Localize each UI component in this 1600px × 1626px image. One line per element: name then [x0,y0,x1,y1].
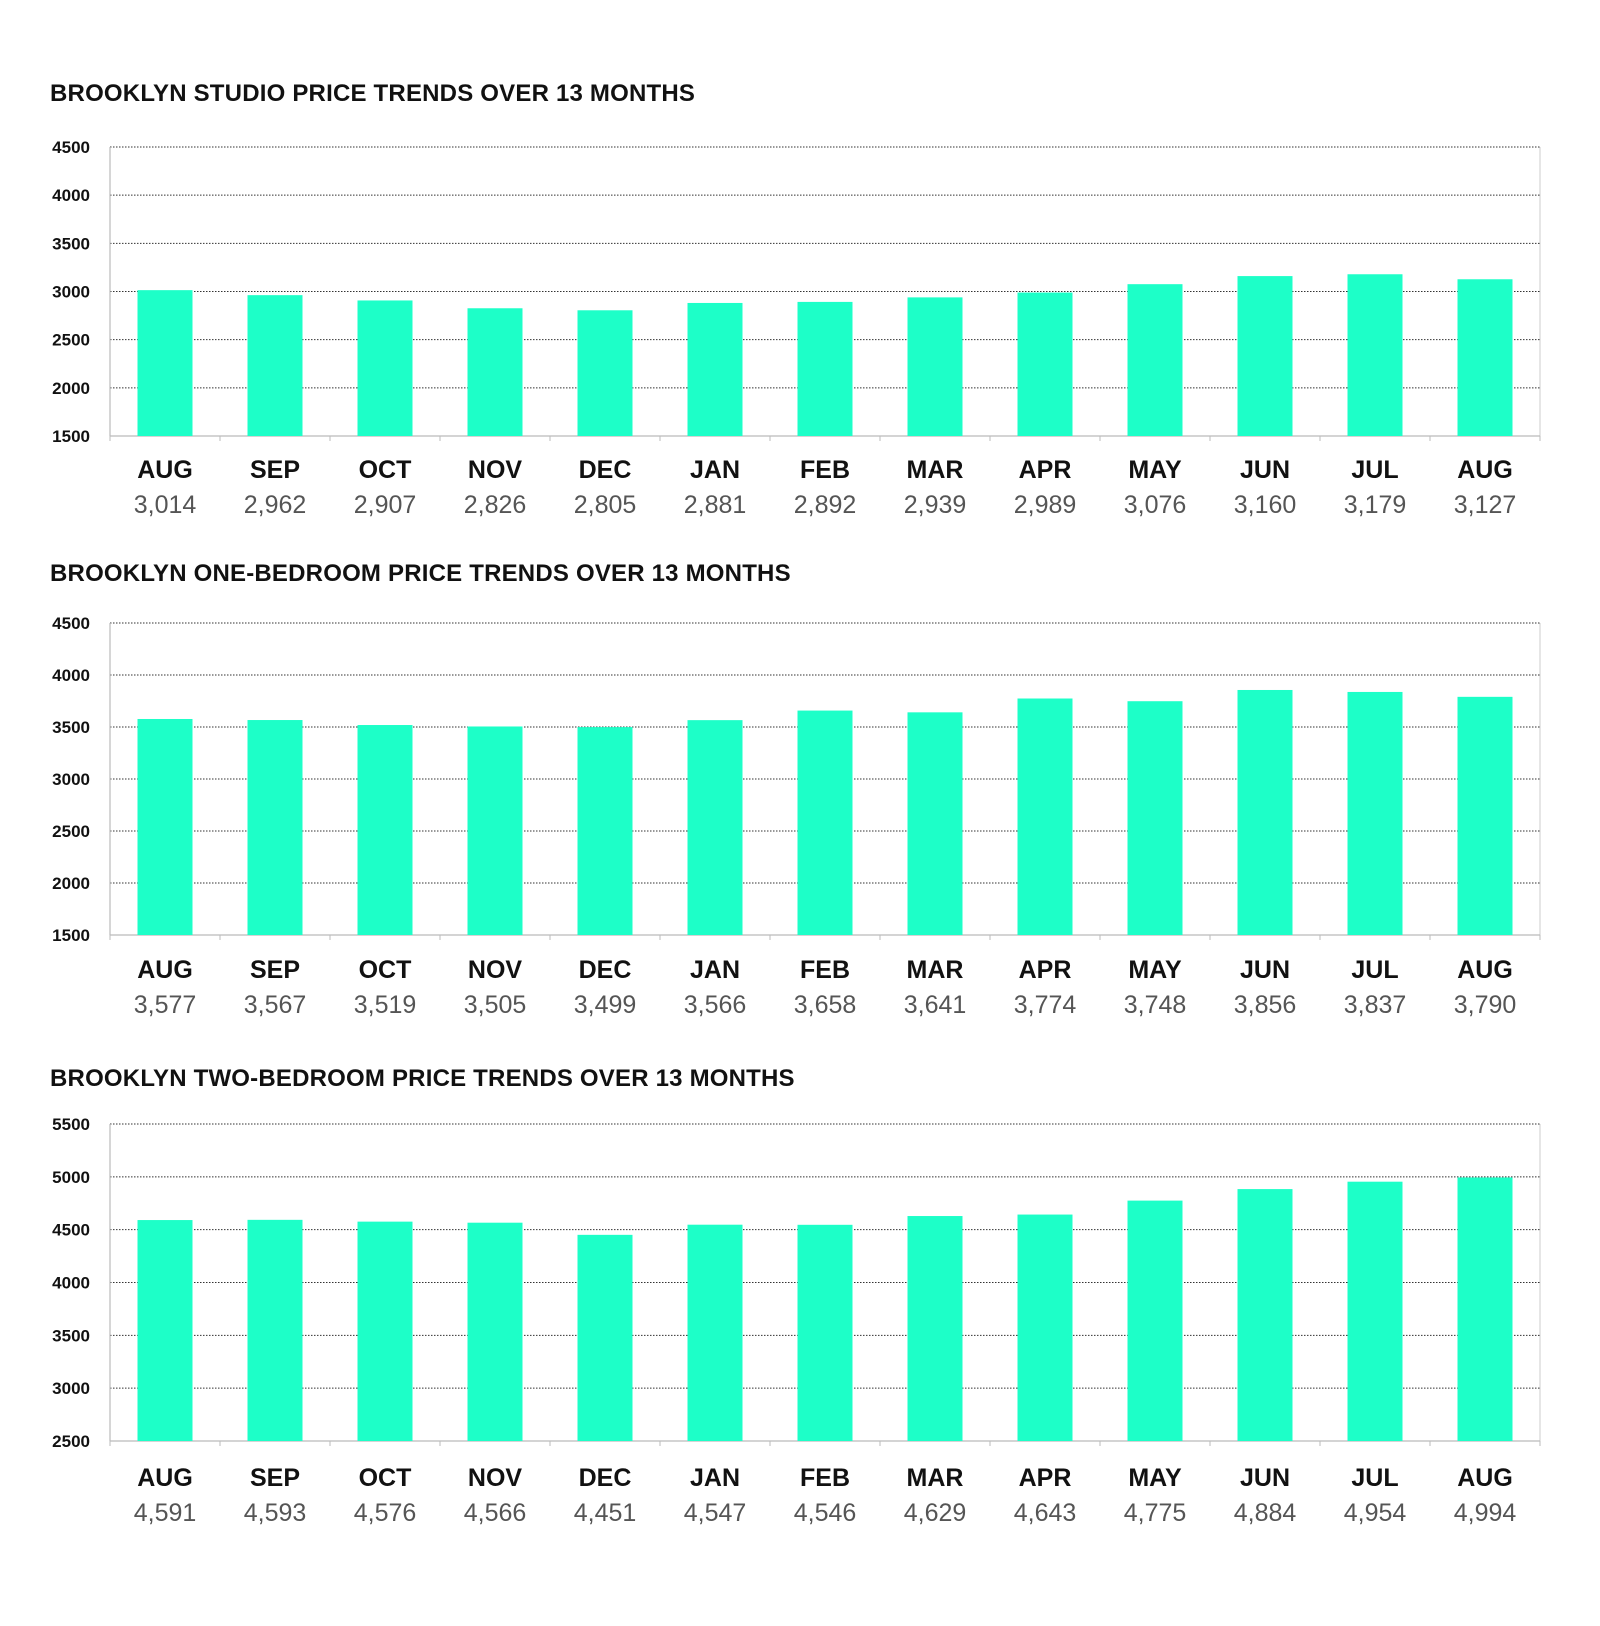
bar-jan [688,720,743,935]
value-label: 4,547 [683,1499,747,1527]
value-label: 4,629 [903,1499,967,1527]
y-tick-label: 4000 [52,1273,90,1293]
x-category-label: MAR [906,956,964,984]
x-category-label: AUG [137,956,193,984]
value-label: 2,881 [683,491,747,519]
x-category-label: AUG [1457,1464,1513,1492]
studio-price-chart [0,0,1600,530]
x-category-label: JAN [689,456,741,484]
bar-apr [1018,1215,1073,1441]
x-category-label: JUL [1351,456,1399,484]
bar-mar [908,712,963,935]
bar-mar [908,1216,963,1441]
value-label: 2,826 [463,491,527,519]
value-label: 4,591 [133,1499,197,1527]
x-category-label: APR [1018,456,1072,484]
x-category-label: AUG [137,456,193,484]
bar-feb [798,1225,853,1441]
value-label: 2,989 [1013,491,1077,519]
bar-nov [468,1223,523,1441]
x-category-label: SEP [249,956,301,984]
bar-jun [1238,1189,1293,1441]
value-label: 3,160 [1233,491,1297,519]
y-tick-label: 3500 [52,234,90,254]
x-category-label: JAN [689,1464,741,1492]
value-label: 3,519 [353,991,417,1019]
x-category-label: JUN [1239,456,1291,484]
x-category-label: DEC [578,456,632,484]
x-category-label: JAN [689,956,741,984]
y-tick-label: 2500 [52,822,90,841]
x-category-label: DEC [578,1464,632,1492]
value-label: 4,994 [1453,1499,1517,1527]
value-label: 4,593 [243,1499,307,1527]
bar-apr [1018,699,1073,935]
y-tick-label: 4500 [52,1220,90,1240]
y-tick-label: 4500 [52,138,90,157]
x-category-label: SEP [249,456,301,484]
bar-aug [138,719,193,935]
bar-nov [468,308,523,436]
value-label: 4,884 [1233,1499,1297,1527]
x-category-label: NOV [467,956,523,984]
x-category-label: SEP [249,1464,301,1492]
two-bedroom-bar-chart-plot [0,1030,1600,1590]
bar-jan [688,1225,743,1441]
value-label: 4,576 [353,1499,417,1527]
bar-aug [1458,697,1513,935]
two-bedroom-price-chart [0,1030,1600,1590]
bar-mar [908,297,963,436]
value-label: 4,546 [793,1499,857,1527]
bar-may [1128,701,1183,935]
x-category-label: OCT [358,956,412,984]
value-label: 3,179 [1343,491,1407,519]
bar-jun [1238,276,1293,436]
x-category-label: NOV [467,1464,523,1492]
x-category-label: APR [1018,1464,1072,1492]
value-label: 3,076 [1123,491,1187,519]
bar-sep [248,1220,303,1441]
x-category-label: AUG [1457,456,1513,484]
chart-title: BROOKLYN STUDIO PRICE TRENDS OVER 13 MONTHS [50,80,696,107]
value-label: 3,856 [1233,991,1297,1019]
x-category-label: JUL [1351,956,1399,984]
y-tick-label: 3500 [52,1326,90,1346]
y-tick-label: 2500 [52,1432,90,1451]
x-category-label: AUG [137,1464,193,1492]
bar-nov [468,726,523,935]
value-label: 3,566 [683,991,747,1019]
value-label: 3,505 [463,991,527,1019]
bar-aug [138,290,193,436]
bar-oct [358,300,413,436]
bar-apr [1018,293,1073,436]
bar-dec [578,1235,633,1441]
x-category-label: MAY [1128,956,1182,984]
studio-bar-chart-plot [0,0,1600,530]
x-category-label: OCT [358,456,412,484]
bar-may [1128,284,1183,436]
value-label: 2,892 [793,491,857,519]
y-tick-label: 5000 [52,1167,90,1187]
value-label: 2,962 [243,491,307,519]
value-label: 4,954 [1343,1499,1407,1527]
y-tick-label: 3000 [52,1379,90,1399]
x-category-label: NOV [467,456,523,484]
x-category-label: FEB [800,456,850,484]
bar-jan [688,303,743,436]
bar-aug [1458,1177,1513,1441]
x-category-label: FEB [800,956,850,984]
one-bedroom-price-chart [0,530,1600,1030]
y-tick-label: 4000 [52,186,90,206]
value-label: 3,641 [903,991,967,1019]
bar-sep [248,295,303,436]
y-tick-label: 1500 [52,926,90,945]
x-category-label: FEB [800,1464,850,1492]
y-tick-label: 3500 [52,718,90,737]
bar-oct [358,725,413,935]
bar-may [1128,1201,1183,1441]
bar-jul [1348,1182,1403,1441]
one-bedroom-bar-chart-plot [0,530,1600,1030]
value-label: 4,643 [1013,1499,1077,1527]
y-tick-label: 4500 [52,614,90,633]
bar-dec [578,310,633,436]
value-label: 3,577 [133,991,197,1019]
y-tick-label: 2500 [52,330,90,350]
chart-title: BROOKLYN TWO-BEDROOM PRICE TRENDS OVER 13 MONTHS [50,1065,795,1092]
chart-title: BROOKLYN ONE-BEDROOM PRICE TRENDS OVER 13 MONTHS [50,560,791,587]
x-category-label: JUN [1239,956,1291,984]
y-tick-label: 3000 [52,282,90,302]
y-tick-label: 1500 [52,427,90,446]
value-label: 3,790 [1453,991,1517,1019]
value-label: 3,748 [1123,991,1187,1019]
x-category-label: JUN [1239,1464,1291,1492]
x-category-label: DEC [578,956,632,984]
value-label: 3,837 [1343,991,1407,1019]
value-label: 3,127 [1453,491,1517,519]
value-label: 4,775 [1123,1499,1187,1527]
x-category-label: JUL [1351,1464,1399,1492]
value-label: 2,805 [573,491,637,519]
value-label: 2,939 [903,491,967,519]
value-label: 3,774 [1013,991,1077,1019]
x-category-label: MAY [1128,1464,1182,1492]
value-label: 4,566 [463,1499,527,1527]
bar-aug [1458,279,1513,436]
x-category-label: APR [1018,956,1072,984]
y-tick-label: 3000 [52,770,90,789]
x-category-label: AUG [1457,956,1513,984]
x-category-label: OCT [358,1464,412,1492]
bar-oct [358,1222,413,1441]
bar-feb [798,302,853,436]
bar-dec [578,727,633,935]
value-label: 2,907 [353,491,417,519]
y-tick-label: 2000 [52,874,90,893]
bar-jun [1238,690,1293,935]
value-label: 3,014 [133,491,197,519]
y-tick-label: 2000 [52,378,90,398]
bar-jul [1348,692,1403,935]
x-category-label: MAR [906,1464,964,1492]
bar-aug [138,1220,193,1441]
x-category-label: MAY [1128,456,1182,484]
value-label: 3,567 [243,991,307,1019]
bar-jul [1348,274,1403,436]
x-category-label: MAR [906,456,964,484]
value-label: 3,658 [793,991,857,1019]
bar-feb [798,711,853,935]
value-label: 3,499 [573,991,637,1019]
y-tick-label: 5500 [52,1115,90,1134]
value-label: 4,451 [573,1499,637,1527]
bar-sep [248,720,303,935]
y-tick-label: 4000 [52,666,90,685]
